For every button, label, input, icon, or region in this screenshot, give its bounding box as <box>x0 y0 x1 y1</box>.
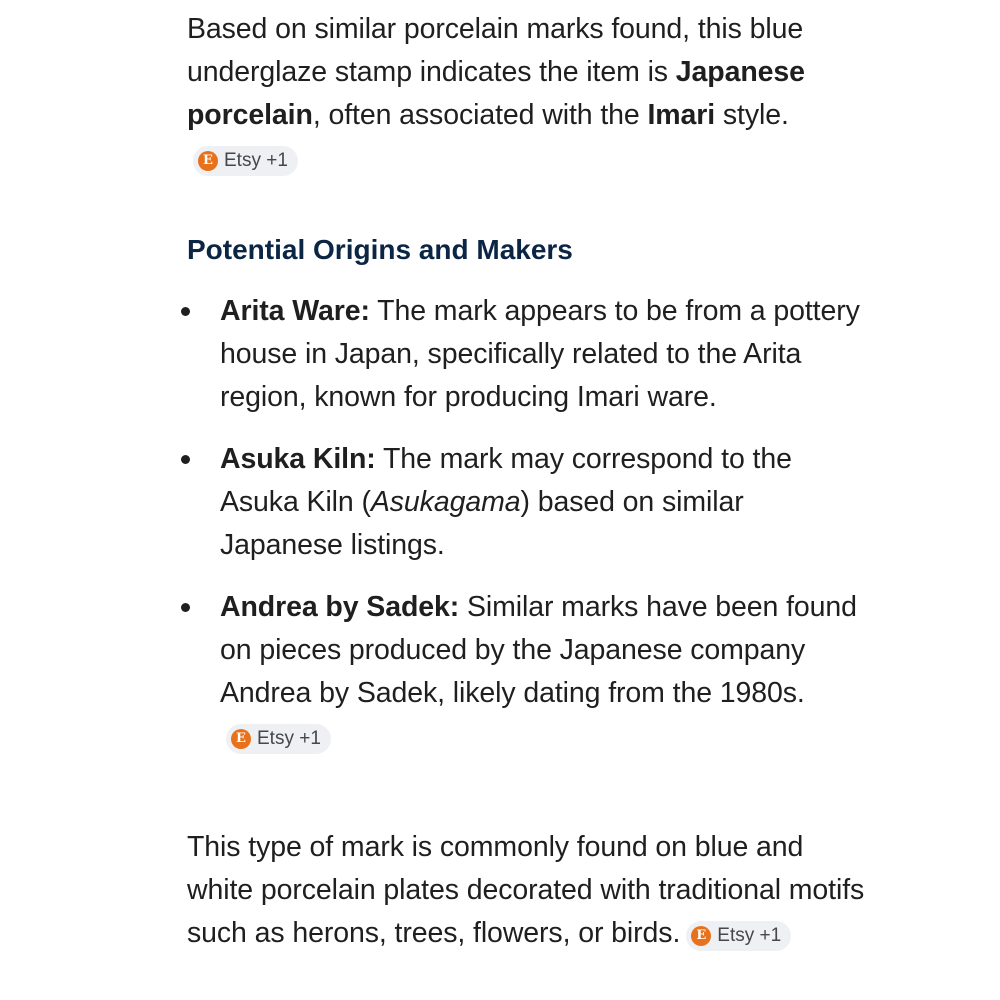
source-chip-etsy[interactable] <box>226 724 331 754</box>
bullet-icon <box>181 307 190 316</box>
source-chip-label: Etsy +1 <box>717 925 782 946</box>
outro-paragraph <box>187 826 867 955</box>
etsy-logo-icon: E <box>691 926 711 946</box>
intro-text-3: style. <box>715 99 789 131</box>
intro-bold-japanese-porcelain: Japanese porcelain <box>187 56 805 131</box>
list-item-italic: Asukagama <box>370 486 521 518</box>
etsy-logo-icon: E <box>231 729 251 749</box>
bullet-icon <box>181 603 190 612</box>
intro-text-2: , often associated with the <box>312 99 648 131</box>
intro-bold-imari: Imari <box>647 99 716 131</box>
list-item-text: The mark appears to be from a pottery house in Japan, specifically related to the Arita region, known for producing Imari ware. <box>220 295 860 413</box>
ai-answer-content <box>187 8 867 949</box>
list-item-title: Andrea by Sadek: <box>220 591 460 623</box>
etsy-logo-icon: E <box>198 151 218 171</box>
list-item <box>187 438 867 567</box>
list-item-title: Arita Ware: <box>220 295 370 327</box>
intro-paragraph <box>187 8 867 180</box>
section-heading: Potential Origins and Makers <box>187 234 573 265</box>
outro-text: This type of mark is commonly found on blue and white porcelain plates decorated with traditional motifs such as herons, trees, flowers, or birds. <box>187 831 865 949</box>
source-chip-etsy[interactable] <box>686 921 791 951</box>
bullet-icon <box>181 455 190 464</box>
source-chip-label: Etsy +1 <box>224 150 288 171</box>
source-chip-label: Etsy +1 <box>257 728 321 749</box>
list-item <box>187 586 867 758</box>
makers-list <box>187 290 867 758</box>
list-item-text: Similar marks have been found on pieces produced by the Japanese company Andrea by Sadek, likely dating from the 1980s. <box>220 591 857 709</box>
list-item-text: ) based on similar Japanese listings. <box>220 486 744 561</box>
intro-text-1: Based on similar porcelain marks found, this blue underglaze stamp indicates the item is <box>187 13 804 88</box>
list-item-title: Asuka Kiln: <box>220 443 376 475</box>
list-item <box>187 290 867 419</box>
source-chip-etsy[interactable] <box>193 146 298 176</box>
list-item-text: The mark may correspond to the Asuka Kiln ( <box>220 443 792 518</box>
